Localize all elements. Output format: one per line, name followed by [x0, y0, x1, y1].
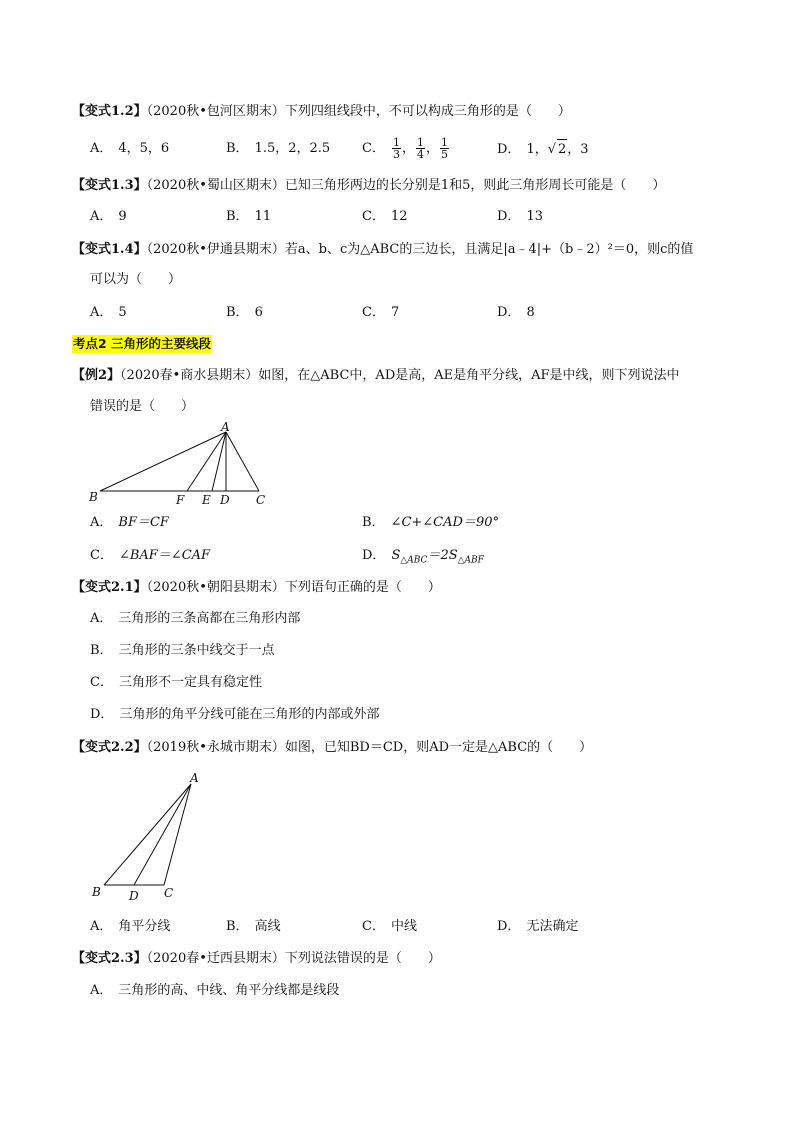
question-continuation: 可以为（ ）	[90, 272, 182, 287]
option-c: C． 12	[362, 209, 408, 224]
option-b: B． 11	[226, 209, 272, 224]
point-label-f: F	[176, 493, 185, 507]
option-b: B． 1.5，2，2.5	[226, 141, 331, 156]
point-label-b: B	[89, 490, 98, 504]
point-label-a: A	[221, 420, 230, 434]
option-a: A． 三角形的三条高都在三角形内部	[90, 611, 301, 626]
option-d: D． 无法确定	[497, 919, 579, 934]
fraction: $\frac{1}{4}$	[416, 136, 424, 161]
question-tag: 【变式1.2】	[72, 104, 147, 119]
option-a: A． 4，5，6	[90, 141, 170, 156]
option-b: B． 三角形的三条中线交于一点	[90, 643, 275, 658]
option-d: D． $S_{\triangle ABC}=2S_{\triangle ABF}$	[362, 548, 484, 566]
option-a: A． 角平分线	[90, 919, 171, 934]
option-a: A． 三角形的高、中线、角平分线都是线段	[90, 983, 340, 998]
option-d: D． 13	[497, 209, 543, 224]
segment-ac	[226, 432, 259, 491]
fraction: $\frac{1}{3}$	[392, 136, 400, 161]
segment-ad	[134, 784, 191, 885]
option-d: D． 三角形的角平分线可能在三角形的内部或外部	[90, 707, 380, 722]
example-2: 【例2】（2020春•商水县期末）如图，在△ABC中，AD是高，AE是角平分线，AF是中线，则下列说法中	[72, 368, 680, 383]
triangle-figure-2	[88, 768, 208, 906]
question-continuation: 错误的是（ ）	[90, 399, 195, 414]
section-heading: 考点2 三角形的主要线段	[73, 336, 212, 351]
option-c: C． ∠BAF＝∠CAF	[90, 548, 211, 563]
square-root: 2	[557, 139, 567, 160]
question-2-2: 【变式2.2】（2019秋•永城市期末）如图，已知BD＝CD，则AD一定是△ABC的（ ）	[72, 740, 593, 755]
option-a: A． 9	[90, 209, 127, 224]
question-1-4: 【变式1.4】（2020秋•伊通县期末）若a、b、c为△ABC的三边长，且满足|a﹣4|+（b﹣2）²＝0，则c的值	[72, 242, 694, 257]
option-a: A． 5	[90, 305, 127, 320]
option-d: D． 8	[497, 305, 535, 320]
option-c: C． $\frac{1}{3}$ ， $\frac{1}{4}$ ， $\frac{1}{5}$	[362, 136, 448, 161]
option-c: C． 7	[362, 305, 400, 320]
option-b: B． 6	[226, 305, 263, 320]
question-2-3: 【变式2.3】（2020春•迁西县期末）下列说法错误的是（ ）	[72, 951, 441, 966]
option-b: B． 高线	[226, 919, 281, 934]
point-label-c: C	[256, 493, 266, 507]
fraction: $\frac{1}{5}$	[440, 136, 448, 161]
option-a: A． BF＝CF	[90, 515, 169, 530]
option-d: D． 1，√ 2，3	[497, 139, 589, 160]
segment-ab	[100, 432, 226, 491]
segment-ae	[212, 432, 226, 491]
point-label-c: C	[164, 886, 174, 900]
question-1-3: 【变式1.3】（2020秋•蜀山区期末）已知三角形两边的长分别是1和5，则此三角形周长可能是（ ）	[72, 178, 666, 193]
point-label-d: D	[129, 889, 139, 903]
question-2-1: 【变式2.1】（2020秋•朝阳县期末）下列语句正确的是（ ）	[72, 580, 441, 595]
triangle-figure-1	[84, 418, 284, 510]
point-label-d: D	[220, 493, 230, 507]
option-c: C． 三角形不一定具有稳定性	[90, 675, 262, 690]
option-b: B． ∠C+∠CAD＝90°	[362, 515, 499, 530]
point-label-b: B	[92, 885, 101, 899]
point-label-a: A	[190, 771, 199, 785]
question-1-2	[72, 102, 732, 122]
question-text: （2020秋•包河区期末）下列四组线段中，不可以构成三角形的是（ ）	[146, 104, 571, 119]
point-label-e: E	[202, 493, 211, 507]
option-c: C． 中线	[362, 919, 417, 934]
